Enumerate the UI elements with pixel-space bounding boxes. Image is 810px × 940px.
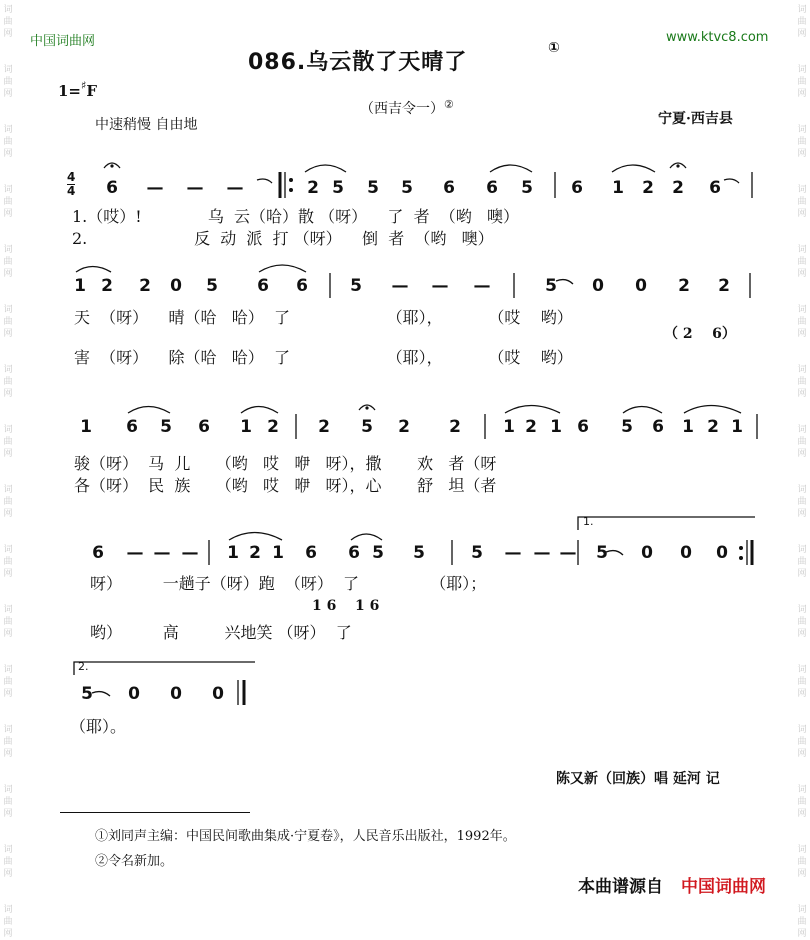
note: 0	[641, 543, 653, 563]
watermark-text: 词 曲 网	[3, 605, 13, 639]
watermark-text: 词 曲 网	[3, 485, 13, 519]
title-footnote-mark: ①	[548, 40, 560, 56]
watermark-text: 词 曲 网	[797, 125, 807, 159]
alt-notes: （ 2 6）	[664, 326, 736, 342]
lyric-line: 呀） 一趟子（呀）跑 （呀） 了 （耶）；	[90, 574, 487, 593]
note-dash: —	[126, 543, 144, 563]
note: 0	[128, 684, 140, 704]
alt-notes: 1 6	[355, 598, 380, 614]
note: 0	[680, 543, 692, 563]
watermark-text: 词 曲 网	[3, 365, 13, 399]
note: 5	[521, 178, 533, 198]
note: 0	[170, 684, 182, 704]
note: 5	[621, 417, 633, 437]
note: 1	[682, 417, 694, 437]
time-signature-bottom: 4	[67, 184, 76, 198]
note: 5	[545, 276, 557, 296]
performer-credit: 陈又新（回族）唱 延河 记	[556, 771, 720, 787]
note: 6	[486, 178, 498, 198]
note: 0	[716, 543, 728, 563]
note: 5	[332, 178, 344, 198]
watermark-text: 词 曲 网	[3, 185, 13, 219]
watermark-text: 词 曲 网	[797, 5, 807, 39]
source-site-link[interactable]: 中国词曲网	[681, 877, 766, 897]
volta-1-label: 1.	[583, 515, 594, 528]
watermark-text: 词 曲 网	[3, 305, 13, 339]
note: 2	[525, 417, 537, 437]
note-dash: —	[226, 178, 244, 198]
note: 5	[471, 543, 483, 563]
key-letter: F	[86, 82, 97, 100]
note: 1	[550, 417, 562, 437]
note-dash: —	[473, 276, 491, 296]
key-label: 1=	[58, 82, 82, 100]
note-dash: —	[186, 178, 204, 198]
note: 1	[731, 417, 743, 437]
note: 5	[596, 543, 608, 563]
note-dash: —	[391, 276, 409, 296]
watermark-text: 词 曲 网	[797, 905, 807, 939]
volta-2-label: 2.	[78, 660, 89, 673]
note: 6	[652, 417, 664, 437]
note: 1	[74, 276, 86, 296]
watermark-text: 词 曲 网	[797, 485, 807, 519]
watermark-text: 词 曲 网	[797, 605, 807, 639]
watermark-text: 词 曲 网	[797, 545, 807, 579]
time-signature-top: 4	[67, 170, 76, 184]
note: 1	[272, 543, 284, 563]
note: 2	[101, 276, 113, 296]
note: 6	[577, 417, 589, 437]
note: 5	[160, 417, 172, 437]
note: 2	[139, 276, 151, 296]
note: 1	[227, 543, 239, 563]
song-title: 086.乌云散了天晴了	[248, 50, 468, 75]
note: 2	[267, 417, 279, 437]
note: 6	[296, 276, 308, 296]
note: 5	[367, 178, 379, 198]
watermark-text: 词 曲 网	[3, 245, 13, 279]
lyric-line: 骏（呀） 马 儿 （哟 哎 咿 呀），撒 欢 者（呀	[74, 454, 497, 473]
note: 6	[305, 543, 317, 563]
footnote-2: ②令名新加。	[95, 854, 174, 869]
note: 1	[80, 417, 92, 437]
watermark-text: 词 曲 网	[797, 305, 807, 339]
note: 1	[240, 417, 252, 437]
watermark-text: 词 曲 网	[797, 65, 807, 99]
note: 5	[81, 684, 93, 704]
note: 2	[678, 276, 690, 296]
watermark-text: 词 曲 网	[3, 905, 13, 939]
note: 6	[92, 543, 104, 563]
song-subtitle: （西吉令一）②	[360, 98, 454, 117]
lyric-line: 各（呀） 民 族 （哟 哎 咿 呀），心 舒 坦（者	[74, 476, 497, 495]
watermark-text: 词 曲 网	[3, 785, 13, 819]
site-name-left[interactable]: 中国词曲网	[30, 34, 96, 49]
watermark-text: 词 曲 网	[3, 5, 13, 39]
lyric-line: 害 （呀） 除（哈 哈） 了 （耶）， （哎 哟）	[74, 348, 573, 367]
note: 6	[106, 178, 118, 198]
watermark-text: 词 曲 网	[797, 245, 807, 279]
watermark-text: 词 曲 网	[3, 545, 13, 579]
watermark-text: 词 曲 网	[3, 125, 13, 159]
watermark-text: 词 曲 网	[797, 845, 807, 879]
note-dash: —	[181, 543, 199, 563]
region-label: 宁夏·西吉县	[658, 111, 733, 127]
note-dash: —	[559, 543, 577, 563]
note-dash: —	[153, 543, 171, 563]
watermark-text: 词 曲 网	[797, 425, 807, 459]
note: 5	[401, 178, 413, 198]
source-label: 本曲谱源自 中国词曲网	[578, 877, 766, 897]
note: 6	[348, 543, 360, 563]
note: 5	[413, 543, 425, 563]
note: 0	[635, 276, 647, 296]
watermark-text: 词 曲 网	[3, 65, 13, 99]
note-dash: —	[431, 276, 449, 296]
lyric-line: 天 （呀） 晴（哈 哈） 了 （耶）， （哎 哟）	[74, 308, 573, 327]
note: 2	[398, 417, 410, 437]
watermark-text: 词 曲 网	[3, 725, 13, 759]
note: 2	[318, 417, 330, 437]
alt-notes: 1 6	[312, 598, 337, 614]
note: 6	[443, 178, 455, 198]
site-url-right[interactable]: www.ktvc8.com	[666, 30, 769, 45]
watermark-text: 词 曲 网	[3, 845, 13, 879]
note: 6	[126, 417, 138, 437]
note: 1	[612, 178, 624, 198]
note: 5	[350, 276, 362, 296]
note-dash: —	[504, 543, 522, 563]
note: 2	[307, 178, 319, 198]
note: 2	[672, 178, 684, 198]
lyric-line: 哟） 高 兴地笑 （呀） 了	[90, 623, 352, 642]
sharp-icon: ♯	[81, 79, 87, 92]
note: 6	[257, 276, 269, 296]
note: 2	[718, 276, 730, 296]
note: 2	[642, 178, 654, 198]
watermark-text: 词 曲 网	[3, 425, 13, 459]
watermark-text: 词 曲 网	[797, 785, 807, 819]
lyric-line: （耶）。	[70, 717, 127, 736]
note: 2	[707, 417, 719, 437]
note: 5	[372, 543, 384, 563]
note: 6	[571, 178, 583, 198]
note: 0	[212, 684, 224, 704]
note-dash: —	[146, 178, 164, 198]
tempo-marking: 中速稍慢 自由地	[95, 117, 198, 133]
note: 5	[206, 276, 218, 296]
note: 2	[449, 417, 461, 437]
note: 5	[361, 417, 373, 437]
footnote-1: ①刘同声主编：中国民间歌曲集成·宁夏卷》，人民音乐出版社，1992年。	[95, 829, 516, 844]
lyric-line: 2. 反 动 派 打 （呀） 倒 者 （哟 噢）	[72, 229, 494, 248]
watermark-text: 词 曲 网	[797, 185, 807, 219]
note: 0	[592, 276, 604, 296]
watermark-text: 词 曲 网	[797, 365, 807, 399]
note: 2	[249, 543, 261, 563]
lyric-line: 1.（哎）! 乌 云（哈）散 （呀） 了 者 （哟 噢）	[72, 207, 520, 226]
note-dash: —	[533, 543, 551, 563]
watermark-text: 词 曲 网	[3, 665, 13, 699]
note: 6	[709, 178, 721, 198]
note: 1	[503, 417, 515, 437]
watermark-text: 词 曲 网	[797, 725, 807, 759]
note: 0	[170, 276, 182, 296]
watermark-text: 词 曲 网	[797, 665, 807, 699]
note: 6	[198, 417, 210, 437]
